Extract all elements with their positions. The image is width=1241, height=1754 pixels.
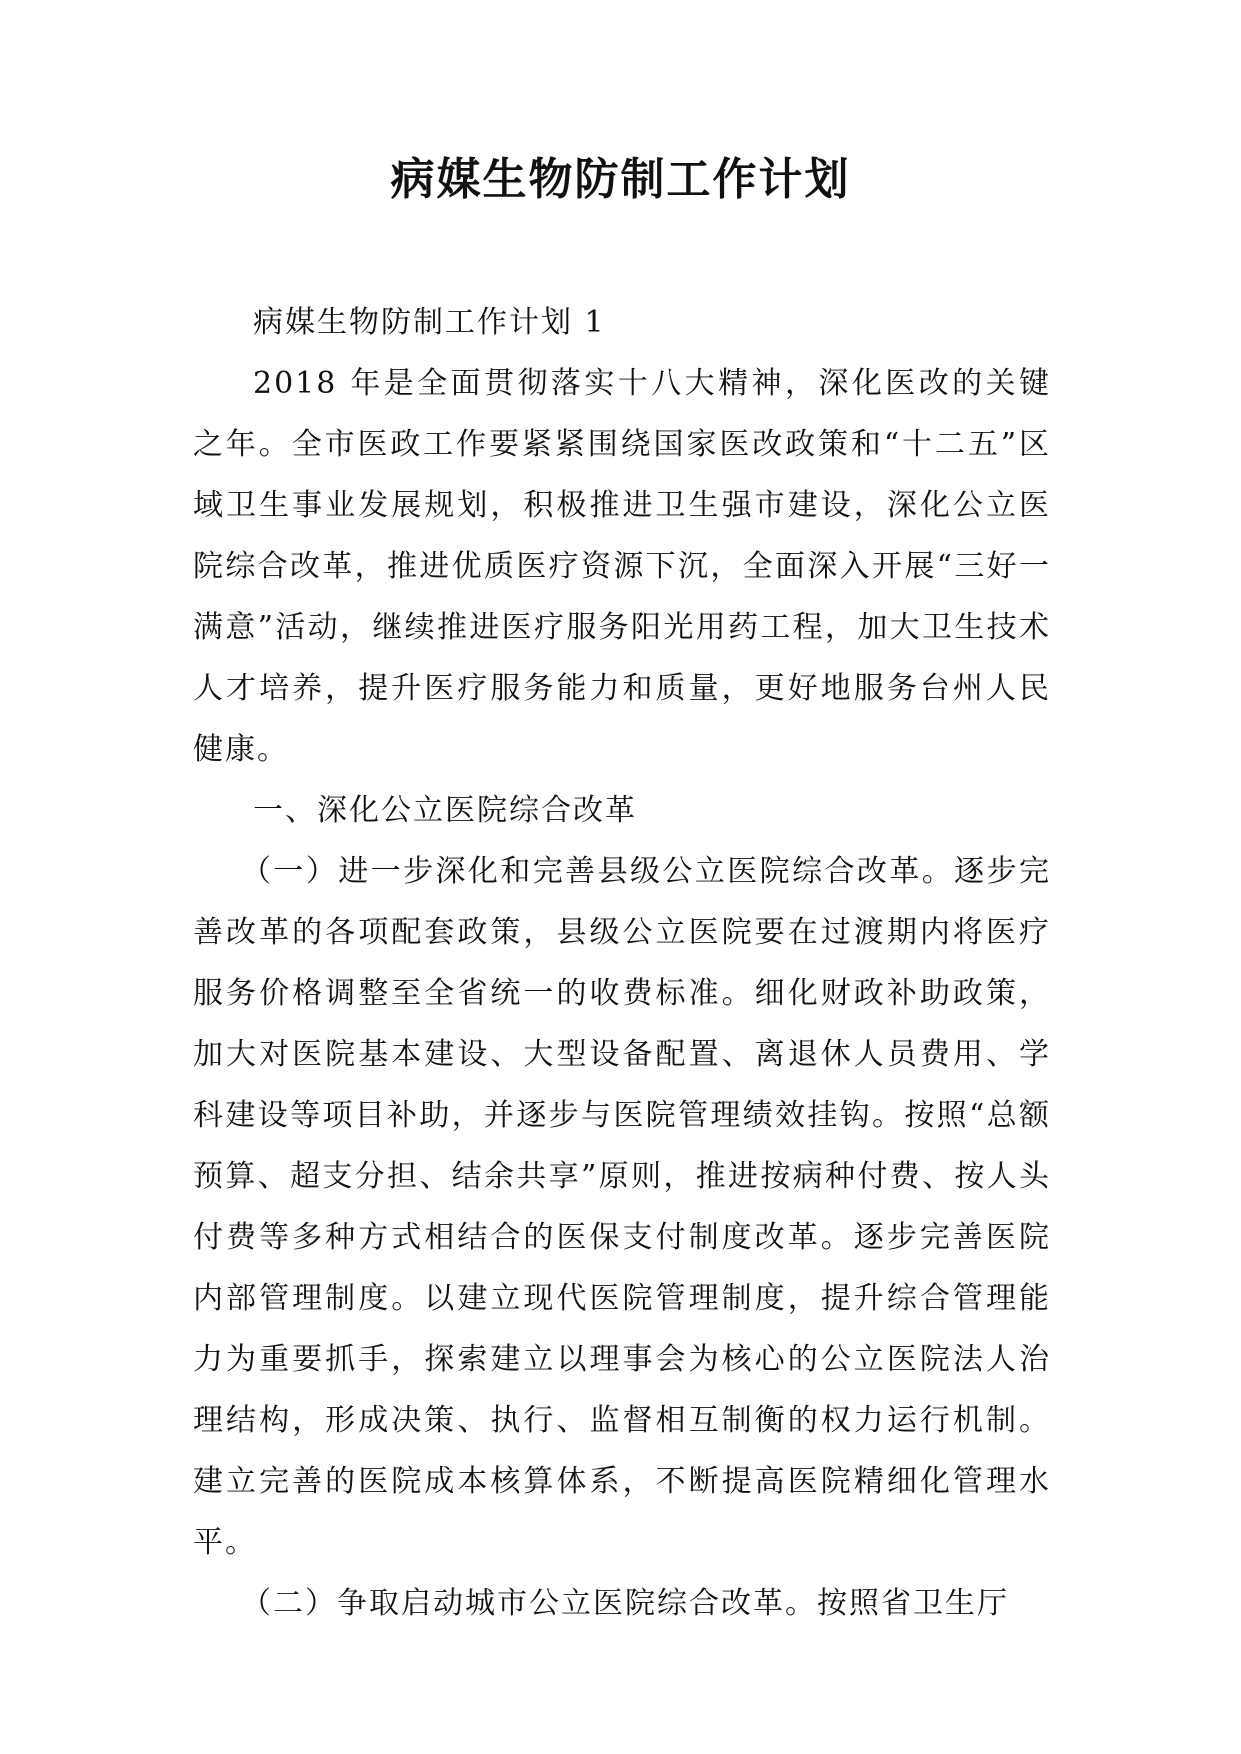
chapter-heading: 一、深化公立医院综合改革 xyxy=(253,793,637,828)
item-paragraph-1: （一）进一步深化和完善县级公立医院综合改革。逐步完善改革的各项配套政策，县级公立医院要在过渡期内将医疗服务价格调整至全省统一的收费标准。细化财政补助政策，加大对医院基本建设、大型设备配置、离退休人员费用、学科建设等项目补助，并逐步与医院管理绩效挂钩。按照“总额预算、超支分担、结余共享”原则，推进按病种付费、按人头付费等多种方式相结合的医保支付制度改革。逐步完善医院内部管理制度。以建立现代医院管理制度，提升综合管理能力为重要抓手，探索建立以理事会为核心的公立医院法人治理结构，形成决策、执行、监督相互制衡的权力运行机制。建立完善的医院成本核算体系，不断提高医院精细化管理水平。 xyxy=(193,854,1051,1560)
intro-paragraph: 2018 年是全面贯彻落实十八大精神，深化医改的关键之年。全市医政工作要紧紧围绕国家医改政策和“十二五”区域卫生事业发展规划，积极推进卫生强市建设，深化公立医院综合改革，推进优质医疗资源下沉，全面深入开展“三好一满意”活动，继续推进医疗服务阳光用药工程，加大卫生技术人才培养，提升医疗服务能力和质量，更好地服务台州人民健康。 xyxy=(193,366,1051,767)
item-paragraph-2: （二）争取启动城市公立医院综合改革。按照省卫生厅 xyxy=(241,1586,1009,1621)
document-title: 病媒生物防制工作计划 xyxy=(390,154,851,205)
document-body xyxy=(193,292,1051,1634)
section-heading: 病媒生物防制工作计划 1 xyxy=(253,305,606,340)
